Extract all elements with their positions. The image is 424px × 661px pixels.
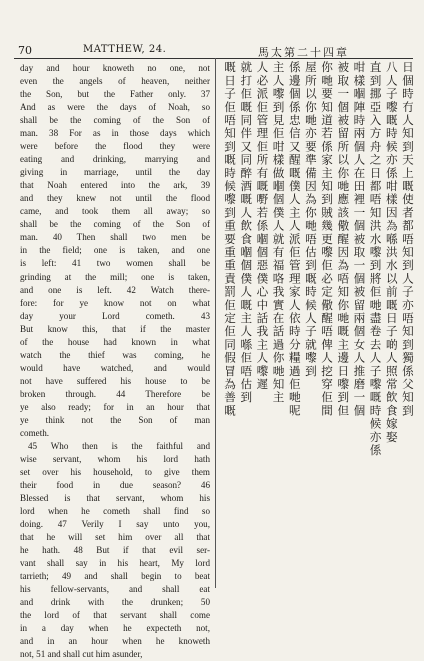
english-line: and drink with the drunken; 50 [20, 597, 210, 608]
chinese-column: 八人子嚟嘅時候亦係咁樣因為喺洪水以前嘅日子啲人照常飲食嫁娶 [384, 61, 399, 444]
english-line: that Noah entered into the ark, 39 [20, 180, 210, 191]
english-line: in a day when he expecteth not, [20, 623, 210, 634]
english-line: and in an hour when he knoweth [20, 636, 210, 647]
english-line: and one is left. 42 Watch there- [20, 284, 210, 295]
english-line: lord when he cometh shall find so [20, 506, 210, 517]
chinese-column: 嘅日子佢唔知到嘅時候嚟到重要重重責罰佢定佢同假冒為善嘅 [223, 61, 238, 418]
english-line: and they knew not until the flood [20, 193, 210, 204]
chinese-column: 直到挪亞入方舟之日都唔知洪水嚟到將佢哋盡卷去人子嚟嘅時候亦係 [368, 61, 383, 457]
english-line: man. 40 Then shall two men be [20, 232, 210, 243]
english-line: Blessed is that servant, whom his [20, 493, 210, 504]
english-line: And as were the days of Noah, so [20, 102, 210, 113]
english-line: in the field; one is taken, and one [20, 245, 210, 256]
english-line: the Son, but the Father only. 37 [20, 89, 210, 100]
english-line: vant shall say in his heart, My lord [20, 558, 210, 569]
english-text-column [20, 62, 210, 661]
header-rule [14, 58, 413, 59]
chinese-column: 就打佢嘅同伴又同醉酒嘅人飲食嗰個僕人嘅主人喺佢唔估到 [239, 61, 254, 405]
english-line: his fellow-servants, and shall eat [20, 584, 210, 595]
english-line: of the house had known in what [20, 336, 210, 347]
english-line: giving in marriage, until the day [20, 167, 210, 178]
english-line: day and hour knoweth no one, not [20, 63, 210, 73]
english-line: tarrieth; 49 and shall begin to beat [20, 571, 210, 582]
english-line: even the angels of heaven, neither [20, 76, 210, 87]
english-line: is left: 41 two women shall be [20, 258, 210, 269]
english-line: broken through. 44 Therefore be [20, 388, 210, 399]
english-line: shall be the coming of the Son of [20, 115, 210, 126]
english-line: shall be the coming of the Son of [20, 219, 210, 230]
chinese-column: 咁樣嗰陣時兩個人在田裡一個被取一個被留兩個女人推磨一個 [352, 61, 367, 418]
english-line: came, and took them all away; so [20, 206, 210, 217]
english-line: watch the thief was coming, he [20, 349, 210, 360]
chinese-column: 你哋要知道若係家主知到賊幾更嚟佢必定儆醒唔俾人挖穿佢間 [320, 61, 335, 418]
english-line: grinding at the mill; one is taken, [20, 271, 210, 282]
page-number: 70 [18, 44, 32, 57]
english-line: 45 Who then is the faithful and [28, 440, 210, 451]
chinese-column: 被取一個被留所以你哋應該儆醒因為唔知你哋嘅主邊日嚟到但 [336, 61, 351, 418]
english-line: not have suffered his house to be [20, 375, 210, 386]
english-line: fore: for ye know not on what [20, 297, 210, 308]
english-line: cometh. [20, 427, 50, 438]
english-line: man. 38 For as in those days which [20, 128, 210, 139]
english-line: their food in due season? 46 [20, 480, 210, 490]
chinese-text-column [222, 61, 416, 589]
running-header-english: MATTHEW, 24. [83, 44, 167, 55]
english-line: eating and drinking, marrying and [20, 154, 210, 165]
english-line: wise servant, whom his lord hath [20, 453, 210, 464]
running-header-chinese: 馬太第二十四章 [258, 46, 349, 59]
chinese-column: 係邊個係忠信又醒嘅僕人主人派佢管理家人依時分糧過佢哋呢 [287, 61, 302, 418]
english-line: day your Lord cometh. 43 [20, 310, 210, 321]
english-line: doing. 47 Verily I say unto you, [20, 519, 210, 530]
english-line: the lord of that servant shall come [20, 610, 210, 621]
english-line: ye also ready; for in an hour that [20, 401, 210, 412]
english-line: were before the flood they were [20, 141, 210, 152]
english-line: he hath. 48 But if that evil ser- [20, 545, 210, 556]
english-line: would have watched, and would [20, 362, 210, 373]
english-line: set over his household, to give them [20, 466, 210, 477]
chinese-column: 人必派佢管理佢所有嘅嘢若係嗰個惡僕心中話我主人嚟遲 [255, 61, 270, 391]
chinese-column: 日個時冇人知到天上嘅使者都唔知到人子亦唔知到獨係父知到 [400, 61, 415, 418]
chinese-column: 主人嚟到見佢咁樣做嗰個僕人就有福咯我實在話過你哋知主 [271, 61, 286, 405]
english-line: that he will set him over all that [20, 532, 210, 543]
english-line: But know this, that if the master [20, 323, 210, 334]
english-line: ye think not the Son of man [20, 414, 210, 425]
chinese-column: 屋所以你哋亦要準備因為你哋唔估到嘅時候人子就嚟到 [303, 61, 318, 378]
column-divider [215, 58, 216, 588]
english-line: not, 51 and shall cut him asunder, [20, 649, 143, 660]
